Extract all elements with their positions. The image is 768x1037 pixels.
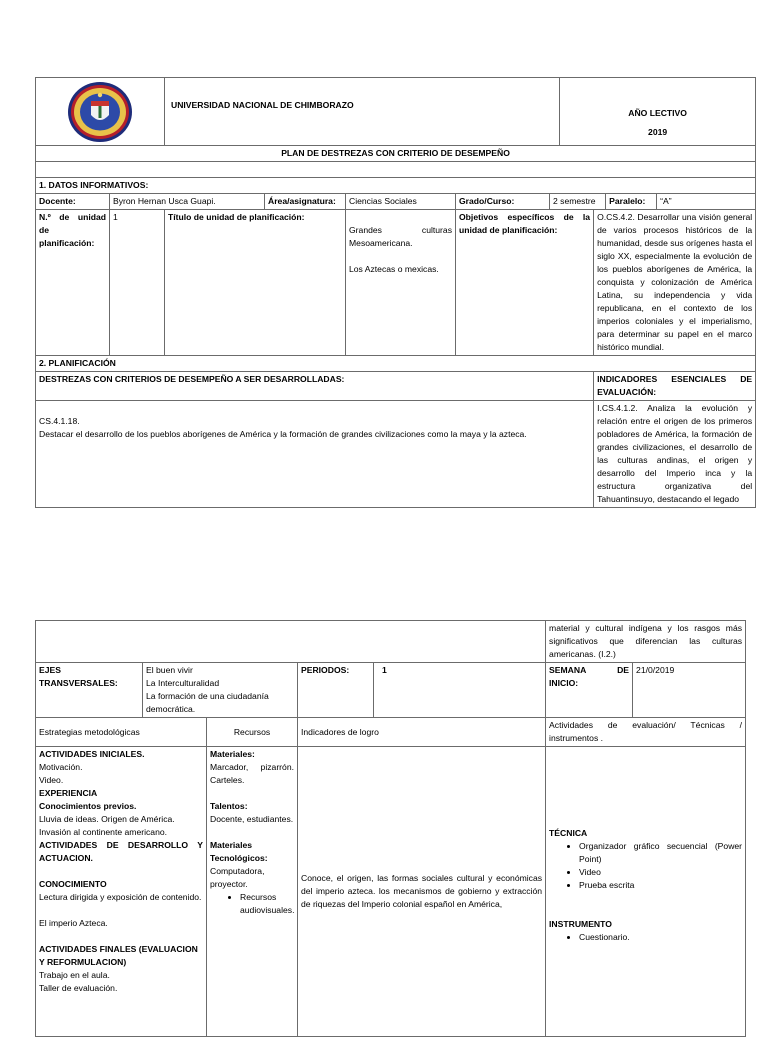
- titulo-line-1: Grandes culturas Mesoamericana.: [349, 225, 452, 248]
- tecnologicos-label: Materiales Tecnológicos:: [210, 840, 268, 863]
- estrategia-iniciales: ACTIVIDADES INICIALES.: [39, 749, 145, 759]
- plan-title: PLAN DE DESTREZAS CON CRITERIO DE DESEMPEÑO: [36, 146, 756, 162]
- university-seal-icon: [67, 81, 133, 143]
- estrategia-line: Invasión al continente americano.: [39, 827, 168, 837]
- logo-cell: [36, 78, 165, 146]
- tecnica-label: TÉCNICA: [549, 828, 588, 838]
- materiales-value: Marcador, pizarrón. Carteles.: [210, 762, 294, 785]
- periodos-value: 1: [374, 663, 546, 718]
- col-actividades-evaluacion: Actividades de evaluación/ Técnicas / instrumentos .: [546, 718, 746, 747]
- estrategia-line: Lectura dirigida y exposición de contenido.: [39, 892, 202, 902]
- plan-table-page-2: [35, 620, 746, 1037]
- instrumento-label: INSTRUMENTO: [549, 919, 612, 929]
- continuation-left: [36, 621, 546, 663]
- recurso-bullet: • Recursos audiovisuales.: [240, 891, 294, 917]
- grado-label: Grado/Curso:: [456, 194, 550, 210]
- instrumento-item: • Cuestionario.: [579, 931, 742, 944]
- anio-value: 2019: [648, 127, 668, 137]
- talentos-label: Talentos:: [210, 801, 248, 811]
- destrezas-header: DESTREZAS CON CRITERIOS DE DESEMPEÑO A SER DESARROLLADAS:: [36, 372, 594, 401]
- recurso-materiales: [210, 748, 294, 787]
- grado-value: 2 semestre: [550, 194, 606, 210]
- estrategia-line: Trabajo en el aula.: [39, 970, 110, 980]
- estrategia-line: Taller de evaluación.: [39, 983, 118, 993]
- anio-label: AÑO LECTIVO: [628, 108, 687, 118]
- materiales-label: Materiales:: [210, 749, 255, 759]
- estrategia-line: Motivación.: [39, 762, 83, 772]
- estrategia-experiencia: EXPERIENCIA: [39, 788, 98, 798]
- eje-item: El buen vivir: [146, 665, 193, 675]
- titulo-line-2: Los Aztecas o mexicas.: [349, 264, 439, 274]
- plan-table-page-1: [35, 77, 756, 508]
- area-value: Ciencias Sociales: [346, 194, 456, 210]
- tecnica-item: • Organizador gráfico secuencial (Power Point): [579, 840, 742, 866]
- objetivos-label: Objetivos específicos de la unidad de planificación:: [456, 210, 594, 356]
- estrategia-conocimiento: CONOCIMIENTO: [39, 879, 107, 889]
- section-planificacion: 2. PLANIFICACIÓN: [36, 356, 756, 372]
- col-indicadores-logro: Indicadores de logro: [298, 718, 546, 747]
- ejes-list: [143, 663, 298, 718]
- docente-label: Docente:: [36, 194, 110, 210]
- tecnica-item: • Prueba escrita: [579, 879, 742, 892]
- paralelo-value: “A”: [657, 194, 756, 210]
- instrumentos-list: [549, 931, 742, 944]
- tecnicas-list: [549, 840, 742, 892]
- indicador-continuation: material y cultural indígena y los rasgos más significativos que diferencian las culturas americanas. (I.2.): [546, 621, 746, 663]
- titulo-label: Título de unidad de planificación:: [165, 210, 346, 356]
- estrategia-line: El imperio Azteca.: [39, 918, 108, 928]
- university-name: UNIVERSIDAD NACIONAL DE CHIMBORAZO: [165, 78, 560, 146]
- estrategias-cell: [36, 747, 207, 1037]
- estrategia-conocimientos: Conocimientos previos.: [39, 801, 137, 811]
- titulo-value: [346, 210, 456, 356]
- recursos-cell: [207, 747, 298, 1037]
- estrategia-line: Lluvia de ideas. Origen de América.: [39, 814, 175, 824]
- destreza-text: Destacar el desarrollo de los pueblos aborígenes de América y la formación de grandes civilizaciones como la maya y la azteca.: [39, 429, 527, 439]
- destreza-code: CS.4.1.18.: [39, 416, 80, 426]
- unidad-label: N.º de unidad de planificación:: [36, 210, 110, 356]
- semana-value: 21/0/2019: [633, 663, 746, 718]
- indicadores-header: INDICADORES ESENCIALES DE EVALUACIÓN:: [594, 372, 756, 401]
- estrategia-desarrollo: ACTIVIDADES DE DESARROLLO Y ACTUACION.: [39, 840, 203, 863]
- section-datos: 1. DATOS INFORMATIVOS:: [36, 178, 756, 194]
- tecnologicos-value: Computadora, proyector.: [210, 866, 265, 889]
- estrategia-line: Video.: [39, 775, 64, 785]
- destreza-cell: [36, 401, 594, 508]
- area-label: Área/asignatura:: [265, 194, 346, 210]
- unidad-value: 1: [110, 210, 165, 356]
- talentos-value: Docente, estudiantes.: [210, 814, 294, 824]
- objetivos-value: O.CS.4.2. Desarrollar una visión general de varios procesos históricos de la humanidad, desde sus orígenes hasta el siglo XX, especialmente la evolución de los pueblos aborígenes de América, la conquista y colonización de América Latina, su independencia y vida republicana, en el contexto de los imperios coloniales y el imperialismo, para determinar su papel en el marco histórico mundial.: [594, 210, 756, 356]
- logro-text: Conoce, el origen, las formas sociales cultural y económicas del imperio azteca. los mecanismos de gobierno y extracción de riquezas del Imperio colonial español en América,: [298, 747, 546, 1037]
- periodos-label: PERIODOS:: [298, 663, 374, 718]
- docente-value: Byron Hernan Usca Guapi.: [110, 194, 265, 210]
- ejes-label: EJES TRANSVERSALES:: [36, 663, 143, 718]
- eje-item: La Interculturalidad: [146, 678, 220, 688]
- eje-item: La formación de una ciudadanía democrática.: [146, 691, 269, 714]
- anio-lectivo: [560, 78, 756, 146]
- evaluacion-cell: [546, 747, 746, 1037]
- paralelo-label: Paralelo:: [606, 194, 657, 210]
- spacer-row: [36, 162, 756, 178]
- col-estrategias: Estrategias metodológicas: [36, 718, 207, 747]
- tecnica-item: • Video: [579, 866, 742, 879]
- estrategia-finales: ACTIVIDADES FINALES (EVALUACION Y REFORMULACION): [39, 944, 198, 967]
- indicador-text: I.CS.4.1.2. Analiza la evolución y relación entre el origen de los primeros pobladores de América, la formación de grandes civilizaciones, el desarrollo de las culturas andinas, el origen y desarrollo del Imperio inca y la estructura organizativa del Tahuantinsuyo, destacando el legado: [594, 401, 756, 508]
- semana-label: SEMANA DE INICIO:: [546, 663, 633, 718]
- col-recursos: Recursos: [207, 718, 298, 747]
- recursos-bullets: [210, 891, 294, 917]
